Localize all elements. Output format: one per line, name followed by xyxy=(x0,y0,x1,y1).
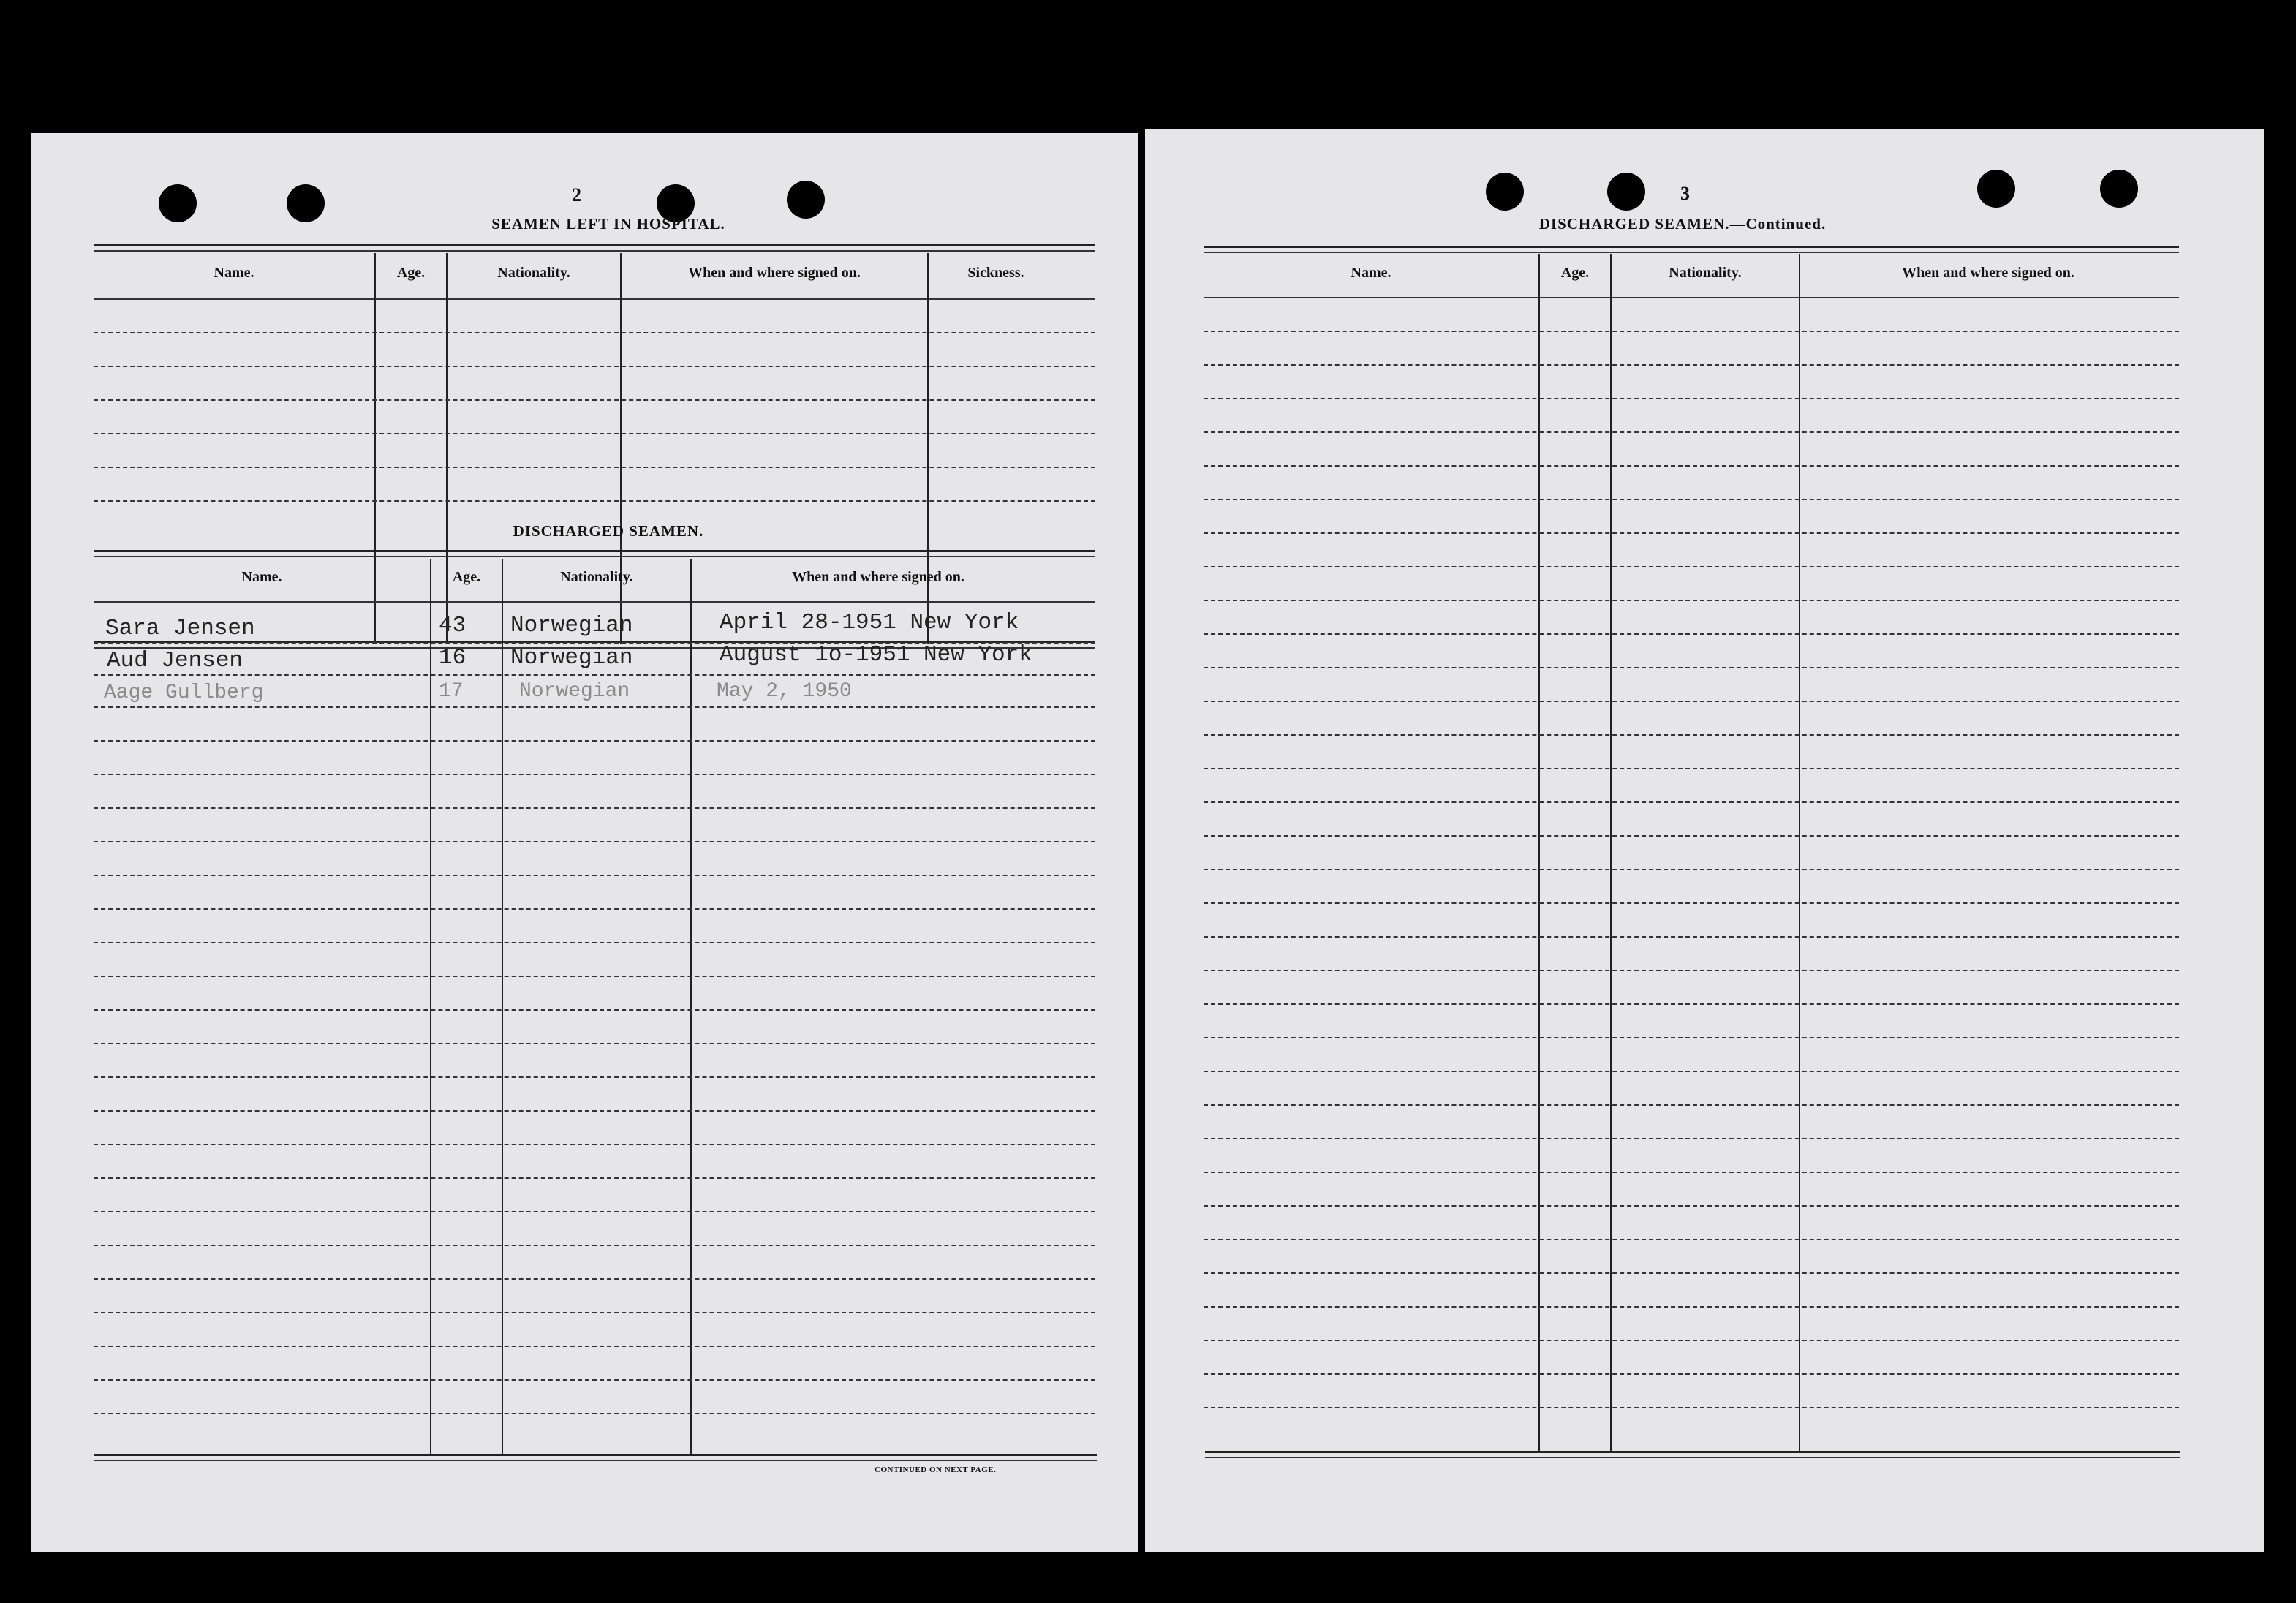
left-page xyxy=(31,133,1138,1552)
column-header-age: Age. xyxy=(452,569,481,585)
punch-hole xyxy=(787,181,825,219)
page-number: 3 xyxy=(1680,183,1690,204)
column-divider xyxy=(690,559,692,1455)
punch-hole xyxy=(1977,170,2015,208)
seaman-name: Sara Jensen xyxy=(105,616,255,641)
punch-hole xyxy=(159,184,197,222)
column-divider xyxy=(1610,254,1612,1451)
column-header-name: Name. xyxy=(1351,265,1391,281)
discharged-continued-title: DISCHARGED SEAMEN.—Continued. xyxy=(1538,215,1827,233)
ruled-line xyxy=(1204,1037,2179,1038)
ruled-line xyxy=(94,1379,1095,1381)
column-header-nationality: Nationality. xyxy=(1669,265,1742,281)
ruled-line xyxy=(1204,801,2179,803)
punch-hole xyxy=(1486,173,1524,211)
table-bottom-rule xyxy=(94,1460,1097,1461)
seaman-age: 16 xyxy=(439,645,467,671)
column-header-name: Name. xyxy=(241,569,282,585)
column-header-nationality: Nationality. xyxy=(497,265,570,281)
header-rule xyxy=(1204,297,2179,298)
ruled-line xyxy=(94,875,1095,876)
table-bottom-rule xyxy=(1205,1457,2180,1458)
header-rule xyxy=(94,601,1095,603)
ruled-line xyxy=(1204,970,2179,971)
column-header-name: Name. xyxy=(214,265,254,281)
table-bottom-rule xyxy=(94,1454,1097,1456)
ruled-line xyxy=(94,841,1095,842)
ruled-line xyxy=(94,1144,1095,1145)
right-page xyxy=(1145,129,2264,1552)
table-top-rule xyxy=(94,244,1095,246)
ruled-line xyxy=(1204,465,2179,467)
ruled-line xyxy=(1204,331,2179,332)
seaman-signed-on: April 28-1951 New York xyxy=(720,610,1019,635)
ruled-line xyxy=(94,1413,1095,1414)
ruled-line xyxy=(94,908,1095,910)
ruled-line xyxy=(94,1346,1095,1347)
ruled-line xyxy=(94,976,1095,977)
ruled-line xyxy=(94,1278,1095,1280)
ruled-line xyxy=(1204,835,2179,837)
ruled-line xyxy=(94,1245,1095,1246)
column-header-signed-on: When and where signed on. xyxy=(1902,265,2074,281)
column-divider xyxy=(1538,254,1540,1451)
ruled-line xyxy=(94,1110,1095,1112)
seaman-nationality: Norwegian xyxy=(510,645,633,671)
ruled-line xyxy=(1204,1172,2179,1173)
ruled-line xyxy=(1204,667,2179,668)
ruled-line xyxy=(94,1312,1095,1313)
seaman-name: Aud Jensen xyxy=(107,648,243,674)
ruled-line xyxy=(1204,600,2179,601)
column-header-age: Age. xyxy=(1560,265,1590,281)
ruled-line xyxy=(1204,499,2179,500)
ruled-line xyxy=(1204,566,2179,567)
ruled-line xyxy=(94,1211,1095,1212)
ruled-line xyxy=(94,332,1095,333)
seaman-name: Aage Gullberg xyxy=(104,682,264,704)
table-bottom-rule xyxy=(1205,1451,2180,1453)
ruled-line xyxy=(1204,1239,2179,1240)
ruled-line xyxy=(1204,869,2179,870)
ruled-line xyxy=(1204,1205,2179,1207)
table-top-rule xyxy=(94,250,1095,252)
ruled-line xyxy=(94,706,1095,708)
ruled-line xyxy=(1204,1104,2179,1106)
ruled-line xyxy=(94,674,1095,676)
seaman-signed-on: May 2, 1950 xyxy=(717,680,852,703)
ruled-line xyxy=(94,774,1095,775)
ruled-line xyxy=(94,642,1095,644)
column-divider xyxy=(502,559,503,1455)
ruled-line xyxy=(94,1009,1095,1011)
punch-hole xyxy=(2100,170,2138,208)
discharged-section-title: DISCHARGED SEAMEN. xyxy=(513,522,704,540)
ruled-line xyxy=(1204,398,2179,399)
ruled-line xyxy=(94,1177,1095,1179)
ruled-line xyxy=(94,433,1095,434)
ruled-line xyxy=(1204,1272,2179,1274)
seaman-signed-on: August 1o-1951 New York xyxy=(720,642,1032,668)
ruled-line xyxy=(1204,1306,2179,1308)
seaman-age: 17 xyxy=(439,680,464,703)
ruled-line xyxy=(94,942,1095,943)
seaman-nationality: Norwegian xyxy=(519,680,630,703)
ruled-line xyxy=(1204,1407,2179,1408)
column-header-signed-on: When and where signed on. xyxy=(688,265,861,281)
hospital-section-title: SEAMEN LEFT IN HOSPITAL. xyxy=(491,215,725,233)
column-divider xyxy=(1799,254,1800,1451)
ruled-line xyxy=(1204,1003,2179,1005)
ruled-line xyxy=(1204,431,2179,433)
ruled-line xyxy=(1204,1071,2179,1072)
punch-hole xyxy=(1607,173,1645,211)
table-top-rule xyxy=(1204,252,2179,253)
ruled-line xyxy=(1204,1340,2179,1341)
ruled-line xyxy=(1204,1138,2179,1139)
page-number: 2 xyxy=(572,184,581,205)
ruled-line xyxy=(1204,734,2179,736)
header-rule xyxy=(94,298,1095,300)
column-header-nationality: Nationality. xyxy=(560,569,633,585)
ruled-line xyxy=(1204,532,2179,534)
column-header-age: Age. xyxy=(396,265,426,281)
ruled-line xyxy=(94,1043,1095,1044)
ruled-line xyxy=(94,467,1095,468)
column-divider xyxy=(430,559,431,1455)
ruled-line xyxy=(94,500,1095,502)
table-top-rule xyxy=(94,556,1095,557)
seaman-age: 43 xyxy=(439,613,467,638)
seaman-nationality: Norwegian xyxy=(510,613,633,638)
ruled-line xyxy=(94,399,1095,401)
column-header-signed-on: When and where signed on. xyxy=(792,569,964,585)
table-top-rule xyxy=(1204,246,2179,248)
ruled-line xyxy=(1204,768,2179,769)
ruled-line xyxy=(94,740,1095,742)
column-header-sickness: Sickness. xyxy=(967,265,1024,281)
punch-hole xyxy=(287,184,325,222)
ruled-line xyxy=(1204,633,2179,635)
ruled-line xyxy=(94,1076,1095,1078)
ruled-line xyxy=(1204,902,2179,904)
ruled-line xyxy=(1204,701,2179,702)
continued-note: CONTINUED ON NEXT PAGE. xyxy=(875,1466,997,1474)
ruled-line xyxy=(94,366,1095,367)
ruled-line xyxy=(94,807,1095,809)
ruled-line xyxy=(1204,1373,2179,1375)
table-top-rule xyxy=(94,550,1095,552)
ruled-line xyxy=(1204,936,2179,938)
ruled-line xyxy=(1204,364,2179,366)
